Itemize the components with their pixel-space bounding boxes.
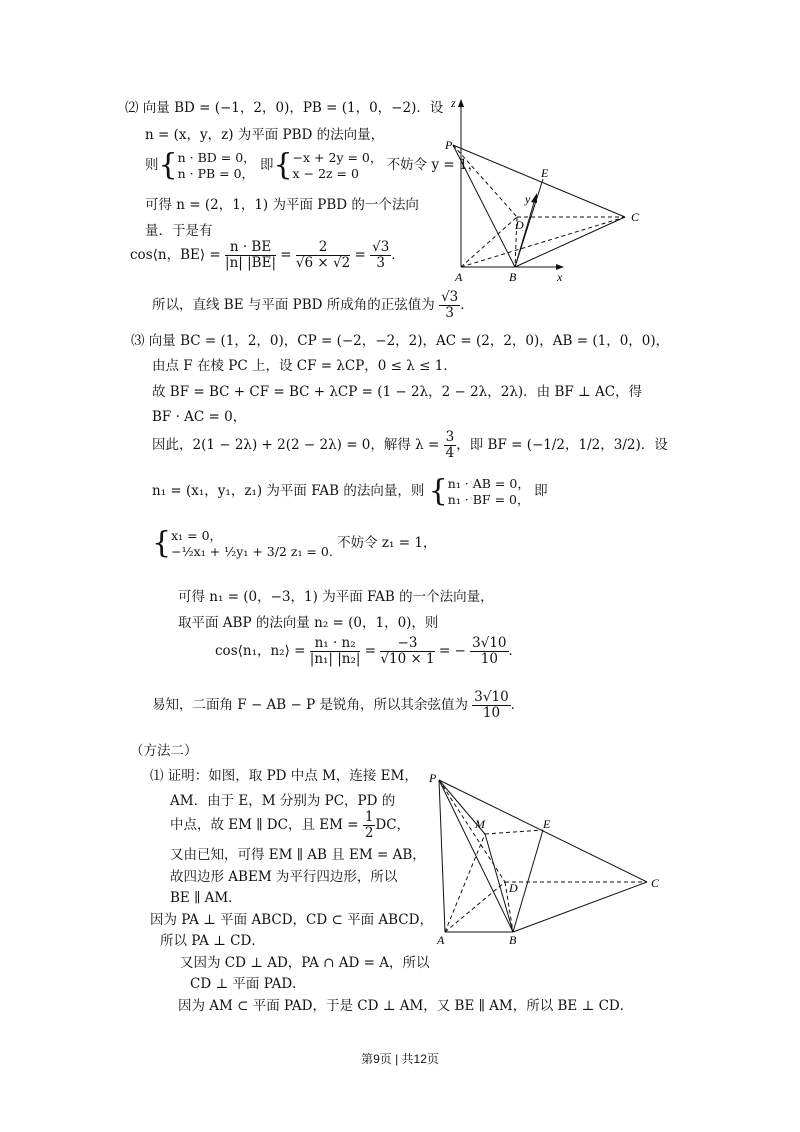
label-C: C: [631, 210, 640, 224]
cos-lhs: cos⟨n₁，n₂⟩ =: [215, 642, 306, 659]
bf-vector: ，即 BF = (−1/2，1/2，3/2)．设: [456, 436, 668, 453]
part3-cos-formula: cos⟨n₁，n₂⟩ = $\frac{\text{n₁ · n₂}}{\text{|n₁| |n₂|}}$ = $\frac{-3}{√10 \times 1}$ = − $\frac{3√10}{10}$ ．: [215, 635, 523, 667]
part3-line8: 可得 n₁ = (0，−3，1) 为平面 FAB 的一个法向量，: [178, 589, 494, 605]
method2-line3: [170, 810, 410, 841]
part3-line5: [152, 430, 668, 461]
label-P: P: [429, 771, 437, 785]
part3-line1: ⑶ 向量 BC = (1，2，0)，CP = (−2，−2，2)，AC = (2，2，0)，AB = (1，0，0)，: [131, 333, 670, 349]
sys-eq: n₁ · BF = 0，: [447, 491, 530, 507]
sys-eq4: x − 2z = 0: [292, 165, 359, 181]
part2-line1: ⑵ 向量 BD = (−1，2，0)，PB = (1，0，−2)．设: [125, 100, 444, 116]
method2-line5: 故四边形 ABEM 为平行四边形，所以: [170, 869, 398, 885]
frac-den: 3: [376, 254, 385, 271]
label-P: P: [445, 138, 453, 152]
part3-line9: 取平面 ABP 的法向量 n₂ = (0，1，0)，则: [178, 615, 439, 631]
sys-eq3: −x + 2y = 0，: [292, 150, 383, 165]
method2-line8: 所以 PA ⊥ CD．: [160, 933, 265, 949]
label-M: M: [475, 817, 485, 831]
part2-conclusion: 所以，直线 BE 与平面 PBD 所成角的正弦值为 $\frac{√3}{3}$ ．: [152, 289, 474, 321]
frac-den: 4: [445, 444, 455, 461]
n1-def: n₁ = (x₁，y₁，z₁) 为平面 FAB 的法向量，则: [152, 483, 425, 500]
frac-den: √6 × √2: [295, 254, 351, 271]
frac-num: 3√10: [474, 689, 509, 705]
frac-num: √3: [372, 239, 390, 255]
method2-line4: 又由已知，可得 EM ∥ AB 且 EM = AB，: [170, 847, 426, 863]
label-B: B: [509, 270, 517, 284]
part2-ji: 即: [259, 157, 274, 174]
frac-den: |n| |BE|: [225, 254, 276, 271]
part2-line2: n = (x，y，z) 为平面 PBD 的法向量，: [145, 127, 385, 143]
sys-eq: n₁ · AB = 0，: [447, 476, 530, 491]
part3-line6: n₁ = (x₁，y₁，z₁) 为平面 FAB 的法向量，则 {n₁ · AB = 0， n₁ · BF = 0， 即: [152, 473, 548, 509]
part2-ze: 则: [145, 157, 159, 174]
frac-num: 2: [296, 240, 350, 256]
method2-title: （方法二）: [130, 743, 198, 759]
part3-line3: 故 BF = BC + CF = BC + λCP = (1 − 2λ，2 − 2λ，2λ)．由 BF ⊥ AC，得: [152, 384, 643, 400]
equals-neg: = −: [438, 642, 466, 659]
midpoint-text: 中点，故 EM ∥ DC，且 EM =: [170, 816, 359, 833]
label-A: A: [437, 933, 445, 945]
method2-line2: AM．由于 E，M 分别为 PC，PD 的: [170, 793, 396, 809]
method2-line7: 因为 PA ⊥ 平面 ABCD，CD ⊂ 平面 ABCD，: [150, 912, 433, 928]
part2-line5: 量．于是有: [145, 223, 213, 239]
method2-line11: 因为 AM ⊂ 平面 PAD，于是 CD ⊥ AM，又 BE ∥ AM，所以 BE ⊥ CD．: [178, 998, 634, 1014]
label-C: C: [651, 876, 660, 890]
part3-conclusion: 易知，二面角 F − AB − P 是锐角，所以其余弦值为 $\frac{3√10}{10}$ ．: [152, 689, 525, 721]
sys-eq: x₁ = 0，: [171, 528, 223, 543]
label-E: E: [541, 166, 549, 180]
conclusion-text: 易知，二面角 F − AB − P 是锐角，所以其余弦值为: [152, 696, 468, 713]
frac-num: n · BE: [225, 240, 276, 256]
frac-num: 3: [445, 429, 455, 445]
conclusion-text: 所以，直线 BE 与平面 PBD 所成角的正弦值为: [152, 296, 435, 313]
sys-eq1: n · BD = 0，: [177, 150, 256, 165]
sys-eq: −½x₁ + ½y₁ + 3/2 z₁ = 0.: [171, 543, 333, 559]
part2-cos-formula: cos⟨n，BE⟩ = $\frac{n \cdot BE}{|n| |BE|}$ = $\frac{2}{√6 \times √2}$ = $\frac{√3}{3}$ ．: [130, 239, 405, 271]
let-z1: 不妨令 z₁ = 1，: [337, 535, 437, 552]
label-D: D: [515, 218, 524, 232]
dc-text: DC，: [375, 816, 411, 833]
label-z: z: [451, 96, 456, 110]
frac-den: √10 × 1: [380, 650, 435, 667]
figure-coordinate-pyramid: [445, 95, 645, 285]
label-A: A: [455, 270, 463, 284]
frac-num: √3: [441, 289, 459, 305]
part3-ji: 即: [534, 483, 548, 500]
part2-line3: 则{n · BD = 0， n · PB = 0， 即{−x + 2y = 0， x − 2z = 0 不妨令 y = 1，: [145, 147, 482, 183]
figure-pyramid-midpoints: [425, 770, 665, 945]
frac-den: 2: [364, 824, 374, 841]
method2-line10: CD ⊥ 平面 PAD．: [190, 976, 306, 992]
frac-den: 10: [482, 704, 501, 721]
cos-lhs: cos⟨n，BE⟩ =: [130, 246, 221, 263]
frac-num: 1: [364, 809, 374, 825]
frac-num: 3√10: [472, 635, 507, 651]
method2-line1: ⑴ 证明：如图，取 PD 中点 M，连接 EM，: [150, 768, 418, 784]
frac-num: n₁ · n₂: [310, 636, 361, 652]
method2-line6: BE ∥ AM．: [170, 890, 242, 906]
part2-line4: 可得 n = (2，1，1) 为平面 PBD 的一个法向: [145, 197, 419, 213]
lambda-solve: 因此，2(1 − 2λ) + 2(2 − 2λ) = 0，解得 λ =: [152, 436, 440, 453]
frac-den: 3: [445, 304, 454, 321]
part3-line4: BF · AC = 0，: [152, 409, 247, 425]
frac-num: −3: [380, 636, 434, 652]
method2-line9: 又因为 CD ⊥ AD，PA ∩ AD = A，所以: [180, 955, 430, 971]
label-x: x: [557, 270, 563, 284]
part3-line7: {x₁ = 0， −½x₁ + ½y₁ + 3/2 z₁ = 0. 不妨令 z₁ = 1，: [152, 525, 437, 561]
frac-den: |n₁| |n₂|: [309, 650, 361, 667]
label-D: D: [509, 881, 518, 895]
label-E: E: [543, 817, 551, 831]
part3-line2: 由点 F 在棱 PC 上，设 CF = λCP，0 ≤ λ ≤ 1．: [152, 358, 457, 374]
label-y: y: [525, 192, 531, 206]
part2-let-y: 不妨令 y = 1，: [386, 157, 482, 174]
label-B: B: [509, 933, 517, 945]
frac-den: 10: [480, 650, 498, 667]
sys-eq2: n · PB = 0，: [177, 165, 255, 181]
page-footer: 第9页 | 共12页: [361, 1052, 439, 1066]
